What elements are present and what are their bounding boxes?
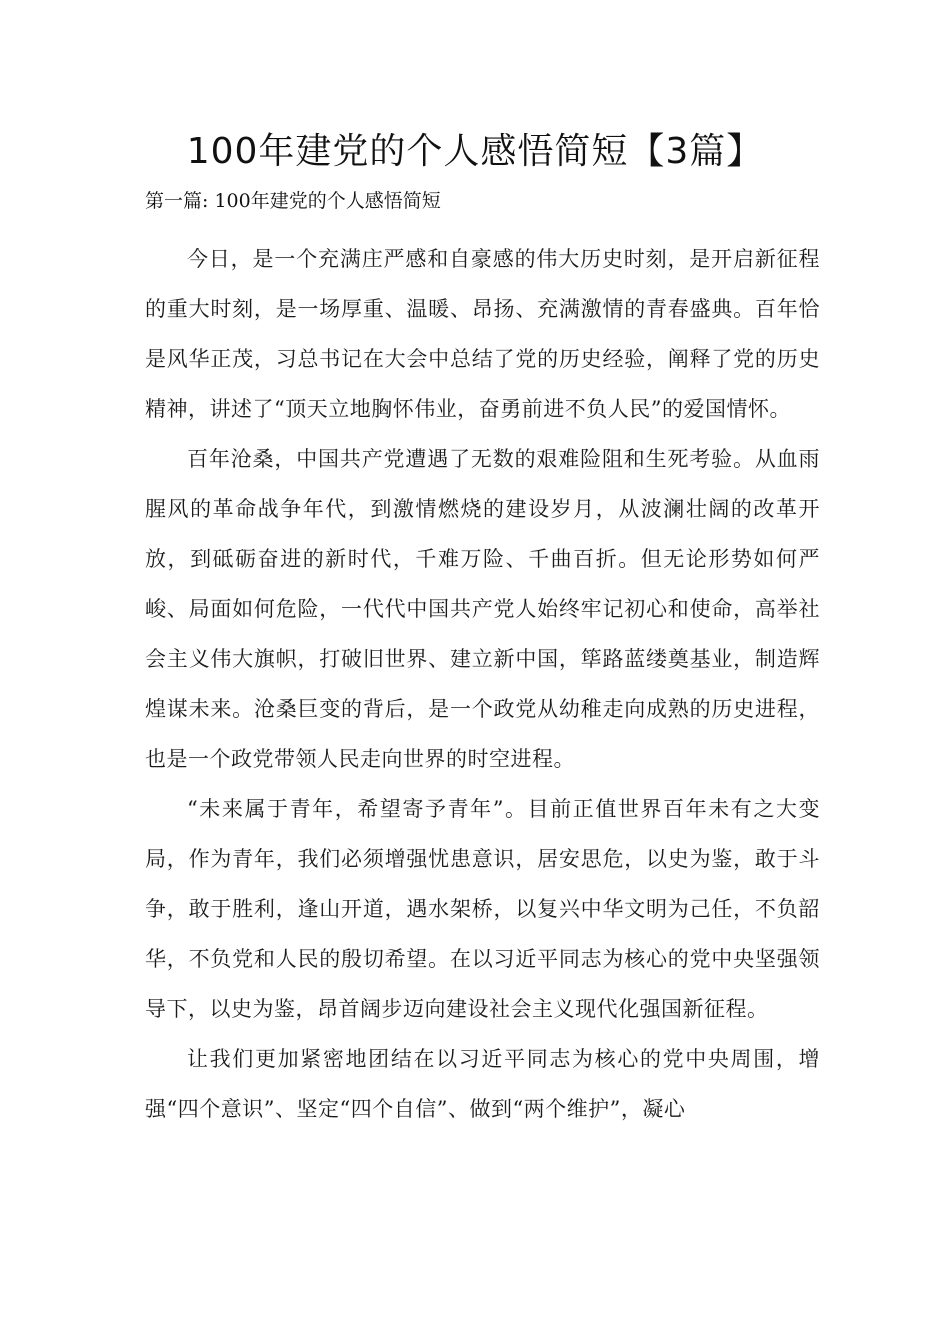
paragraph-3: “未来属于青年，希望寄予青年”。目前正值世界百年未有之大变局，作为青年，我们必须增强忧患意识，居安思危，以史为鉴，敢于斗争，敢于胜利，逢山开道，遇水架桥，以复兴中华文明为己任，不负韶华，不负党和人民的殷切希望。在以习近平同志为核心的党中央坚强领导下，以史为鉴，昂首阔步迈向建设社会主义现代化强国新征程。 (145, 797, 820, 1021)
paragraph-1: 今日，是一个充满庄严感和自豪感的伟大历史时刻，是开启新征程的重大时刻，是一场厚重、温暖、昂扬、充满激情的青春盛典。百年恰是风华正茂，习总书记在大会中总结了党的历史经验，阐释了党的历史精神，讲述了“顶天立地胸怀伟业，奋勇前进不负人民”的爱国情怀。 (145, 247, 820, 421)
paragraph-4: 让我们更加紧密地团结在以习近平同志为核心的党中央周围，增强“四个意识”、坚定“四个自信”、做到“两个维护”，凝心 (145, 1047, 820, 1121)
paragraph-2: 百年沧桑，中国共产党遭遇了无数的艰难险阻和生死考验。从血雨腥风的革命战争年代，到激情燃烧的建设岁月，从波澜壮阔的改革开放，到砥砺奋进的新时代，千难万险、千曲百折。但无论形势如何严峻、局面如何危险，一代代中国共产党人始终牢记初心和使命，高举社会主义伟大旗帜，打破旧世界、建立新中国，筚路蓝缕奠基业，制造辉煌谋未来。沧桑巨变的背后，是一个政党从幼稚走向成熟的历史进程，也是一个政党带领人民走向世界的时空进程。 (145, 447, 820, 771)
document-title: 100年建党的个人感悟简短【3篇】 (186, 131, 764, 172)
section-heading: 第一篇: 100年建党的个人感悟简短 (145, 190, 441, 212)
document-body (145, 234, 820, 1134)
